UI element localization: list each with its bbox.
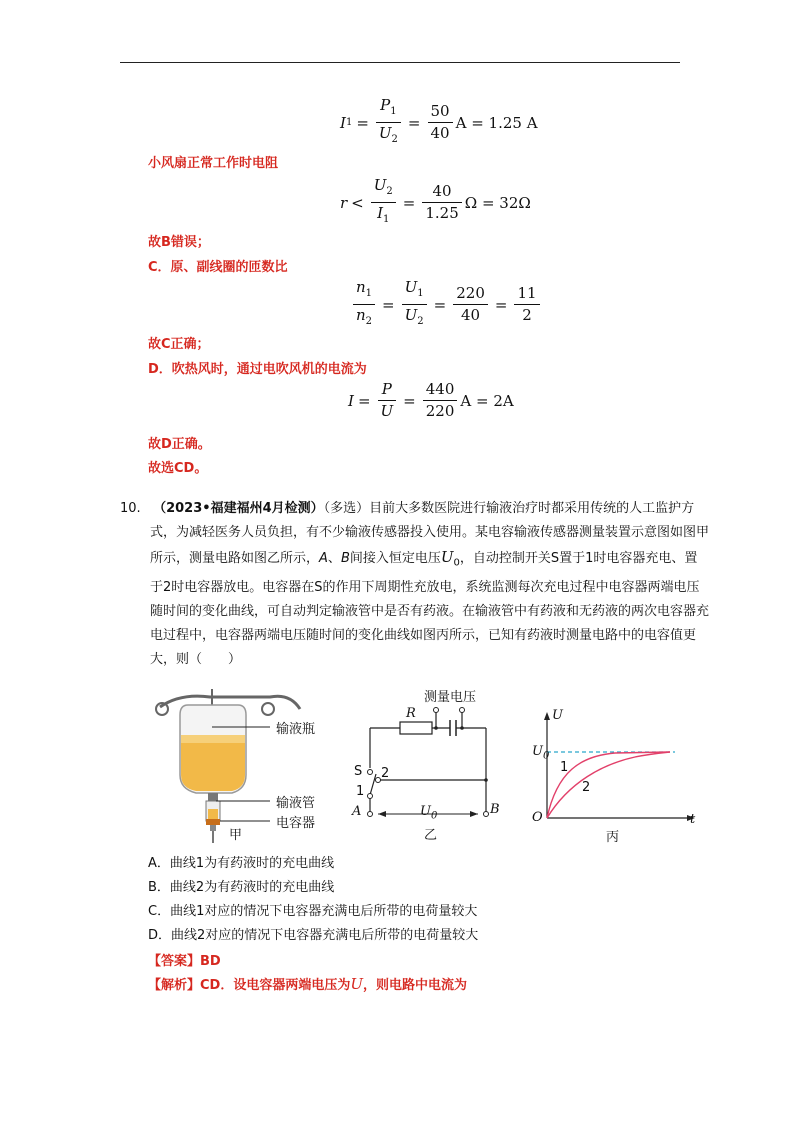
- label-measure-voltage: 测量电压: [424, 690, 477, 705]
- label-pos-2: 2: [381, 766, 390, 781]
- label-resistor: R: [406, 706, 416, 721]
- label-origin: O: [532, 810, 543, 825]
- label-tube: 输液管: [276, 796, 316, 811]
- header-rule: [120, 62, 680, 63]
- label-u0-level: $U_0$: [532, 744, 550, 762]
- text-c-right: 故C正确；: [148, 337, 210, 352]
- caption-yi: 乙: [424, 828, 438, 843]
- caption-bing: 丙: [606, 830, 620, 845]
- label-switch: S: [354, 764, 363, 779]
- text-c-head: C．原、副线圈的匝数比: [148, 260, 288, 275]
- analysis: 【解析】CD．设电容器两端电压为U，则电路中电流为: [148, 975, 468, 993]
- label-axis-t: t: [690, 812, 696, 827]
- caption-jia: 甲: [229, 828, 243, 843]
- equation-current-i1: I 1 = $\frac{P_1}{U_2}$ = $\frac{50}{40}$ A = 1.25 A: [340, 96, 538, 145]
- text-d-head: D．吹热风时，通过电吹风机的电流为: [148, 362, 367, 377]
- label-u0: $U_0$: [420, 804, 438, 822]
- label-curve-2: 2: [582, 780, 591, 795]
- text-fan-resistance: 小风扇正常工作时电阻: [148, 156, 279, 171]
- option-c: C．曲线1对应的情况下电容器充满电后所带的电荷量较大: [148, 904, 478, 919]
- label-a: A: [352, 804, 362, 819]
- label-curve-1: 1: [560, 760, 569, 775]
- option-d: D．曲线2对应的情况下电容器充满电后所带的电荷量较大: [148, 928, 479, 943]
- option-a: A．曲线1为有药液时的充电曲线: [148, 856, 335, 871]
- text-choose: 故选CD。: [148, 461, 208, 476]
- question-10: 10. （2023•福建福州4月检测）（多选）目前大多数医院进行输液治疗时都采用传统的人工监护方式，为减轻医务人员负担，有不少输液传感器投入使用。某电容输液传感器测量装置示意图如图甲所示，测量电路如图乙所示，A、B间接入恒定电压$U_0$，自动控制开关S置于1时电容器充电、置于2时电容器放电。电容器在S的作用下周期性充放电，系统监测每次充电过程中电容器两端电压随时间的变化曲线，可自动判定输液管中是否有药液。在输液管中有药液和无药液的两次电容器充电过程中，电容器两端电压随时间的变化曲线如图丙所示，已知有药液时测量电路中的电容值更大，则（ ）: [120, 501, 710, 667]
- label-capacitor: 电容器: [276, 816, 316, 831]
- figure-bing-graph: [525, 712, 700, 832]
- figure-jia-iv-bag: [150, 685, 363, 845]
- label-axis-u: U: [552, 708, 563, 723]
- label-pos-1: 1: [356, 784, 365, 799]
- equation-current-d: I = $\frac{P}{U}$ = $\frac{440}{220}$ A = 2A: [348, 380, 514, 420]
- answer: 【答案】BD: [148, 954, 221, 969]
- label-b: B: [490, 802, 500, 817]
- equation-resistance: r < $\frac{U_2}{I_1}$ = $\frac{40}{1.25}$ Ω = 32Ω: [340, 176, 531, 225]
- text-d-right: 故D正确。: [148, 437, 211, 452]
- option-b: B．曲线2为有药液时的充电曲线: [148, 880, 335, 895]
- text-b-wrong: 故B错误；: [148, 235, 210, 250]
- label-bottle: 输液瓶: [276, 722, 316, 737]
- equation-turns-ratio: $\frac{n_1}{n_2}$ = $\frac{U_1}{U_2}$ = $\frac{220}{40}$ = $\frac{11}{2}$: [350, 278, 543, 331]
